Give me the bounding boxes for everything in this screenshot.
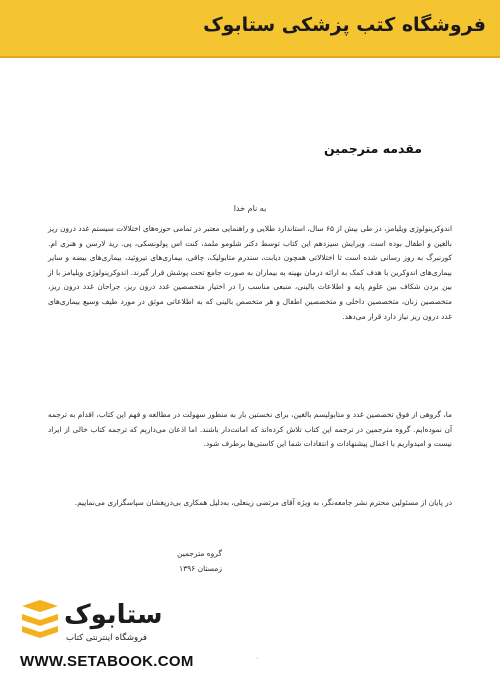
signature-date: زمستان ۱۳۹۶ <box>179 564 222 573</box>
signature-group: گروه مترجمین <box>176 549 222 558</box>
basmala: به نام خدا <box>233 204 267 213</box>
paragraph-thanks: در پایان از مسئولین محترم نشر جامعه‌نگر، به ویژه آقای مرتضی زینعلی، به‌دلیل همکاری بی‌دریغشان سپاسگزاری می‌نماییم. <box>74 498 452 507</box>
store-name: فروشگاه کتب پزشکی ستابوک <box>203 14 486 36</box>
signature-block <box>82 546 222 576</box>
logo-text: ستابوک <box>64 600 163 630</box>
paragraph-intro: اندوکرینولوژی ویلیامز، در طی بیش از ۶۵ سال، استاندارد طلایی و راهنمایی معتبر در تمامی حوزه‌های اختلالات سیستم غدد درون ریز بالغین و اطفال بوده است. ویرایش سیزدهم این کتاب توسط دکتر شلومو ملمد، کنت اس پولونسکی، پی. رید لارسن و هنری ام. کورنبرگ به روز رسانی شده است تا اختلالاتی همچون دیابت، سندرم متابولیک، چاقی، بیماری‌های تیروئید، بیماری‌های بیضه و سایر بیماری‌های اندوکرین با هدف کمک به ارائه درمان بهینه به بیماران به صورت جامع تحت پوشش قرار گیرند. اندوکرینولوژی ویلیامز با از بین بردن شکاف بین علوم پایه و اطلاعات بالینی، منبعی مناسب را در اختیار متخصصین غدد درون ریز، جراحان غدد درون ریز، متخصصین زنان، متخصصین داخلی و متخصصین اطفال و هر متخصص بالینی که به اطلاعاتی موثق در مورد طیف وسیع بیماری‌های غدد درون ریز نیاز دارد قرار می‌دهد. <box>48 224 452 321</box>
book-stack-icon <box>20 598 60 644</box>
logo-subtitle: فروشگاه اینترنتی کتاب <box>66 633 147 643</box>
header-bar <box>0 0 500 58</box>
paragraph-translators: ما، گروهی از فوق تخصصین غدد و متابولیسم بالغین، برای نخستین بار به منظور سهولت در مطالعه و فهم این کتاب، اقدام به ترجمه آن نموده‌ایم. گروه مترجمین در ترجمه این کتاب تلاش کرده‌اند که امانت‌دار باشند. اما اذعان می‌داریم که ترجمه کتاب خالی از ایراد نیست و امیدواریم با اعمال پیشنهادات و انتقادات شما این کاستی‌ها برطرف شود. <box>48 410 452 449</box>
website-url[interactable]: WWW.SETABOOK.COM <box>20 653 194 670</box>
page-mark: · <box>256 654 259 663</box>
section-title: مقدمه مترجمین <box>324 141 422 156</box>
setabook-logo <box>20 598 200 650</box>
